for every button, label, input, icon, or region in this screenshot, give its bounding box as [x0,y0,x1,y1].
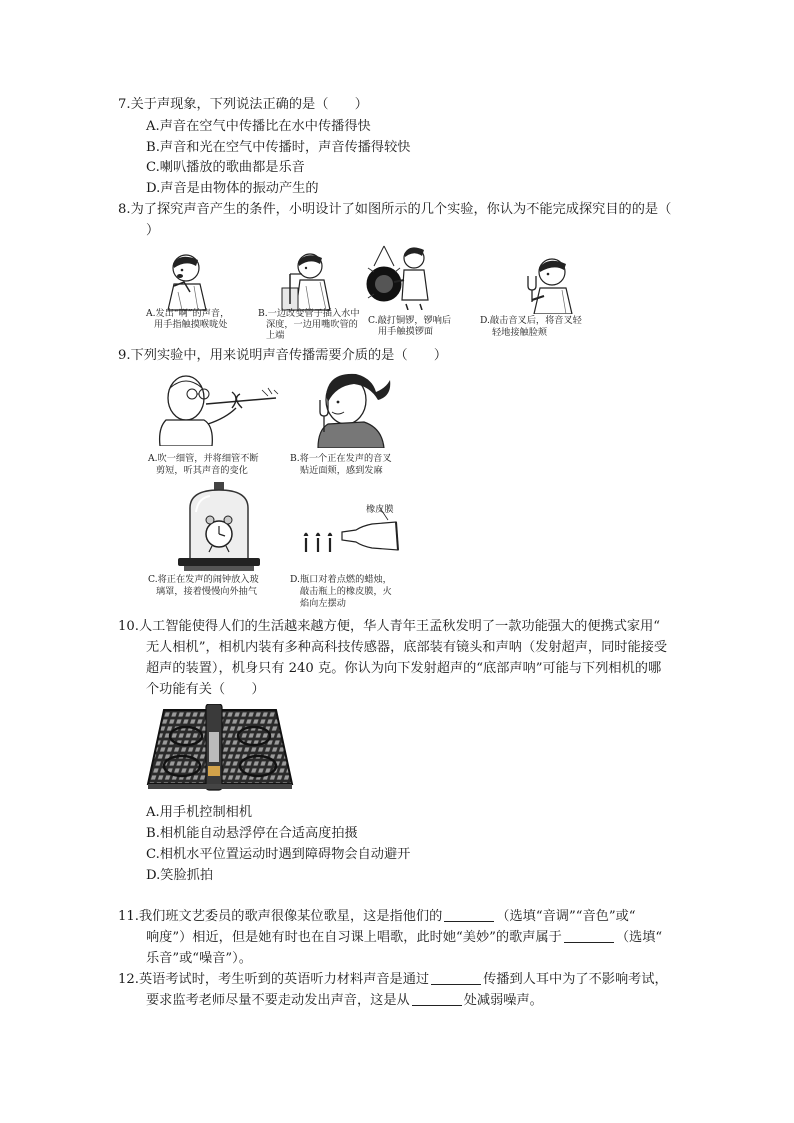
q9-caption-a-1: A.吹一细管，并将细管不断 [148,453,259,464]
q10-drone-photo [146,704,294,792]
q11-line-2-text-a: 响度”）相近，但是她有时也在自习课上唱歌，此时她“美妙”的歌声属于 [146,930,562,945]
q8-caption-d-1: D.敲击音叉后，将音叉轻 [480,315,582,326]
q12-line-1-text-b: 传播到人耳中为了不影响考试， [483,972,668,987]
q12-line-1-text-a: 12.英语考试时，考生听到的英语听力材料声音是通过 [118,972,430,987]
q7-option-c: C.喇叭播放的歌曲都是乐音 [146,160,305,175]
q9-caption-d-3: 焰向左摆动 [300,598,346,609]
q7-stem: 7.关于声现象，下列说法正确的是（ ） [118,97,368,112]
q9-figure-a [148,368,288,446]
q9-stem: 9.下列实验中，用来说明声音传播需要介质的是（ ） [118,348,448,363]
q9-caption-b-2: 贴近面颊，感到发麻 [300,465,383,476]
q8-caption-b-3: 上端 [266,330,285,341]
q9-caption-a-2: 剪短，听其声音的变化 [156,465,248,476]
q8-stem-line2: ） [146,223,160,238]
q12-line-1 [118,970,668,990]
q10-line-1: 10.人工智能使得人们的生活越来越方便，华人青年王孟秋发明了一款功能强大的便携式家用“ [118,619,661,634]
q11-line-1-text-b: （选填“音调”“音色”或“ [496,909,636,924]
q11-answer-blank-2[interactable] [564,928,614,943]
q12-answer-blank-1[interactable] [431,970,481,985]
q7-option-b: B.声音和光在空气中传播时，声音传播得较快 [146,140,411,155]
q9-caption-c-1: C.将正在发声的闹钟放入玻 [148,574,259,585]
q8-figure-a [150,252,220,312]
q8-caption-b-2: 深度，一边用嘴吹管的 [266,319,358,330]
q12-line-2-text-b: 处减弱噪声。 [463,993,543,1008]
q9-caption-c-2: 璃罩，接着慢慢向外抽气 [156,586,258,597]
q11-line-3: 乐音”或“噪音”）。 [146,951,252,966]
q9-caption-d-1: D.瓶口对着点燃的蜡烛， [290,574,392,585]
q10-option-b: B.相机能自动悬浮停在合适高度拍摄 [146,826,358,841]
q10-option-d: D.笑脸抓拍 [146,868,214,883]
q11-line-1-text-a: 11.我们班文艺委员的歌声很像某位歌星，这是指他们的 [118,909,443,924]
q8-caption-d-2: 轻地接触脸颊 [492,327,548,338]
q10-line-3: 超声的装置），机身只有 240 克。你认为向下发射超声的“底部声呐”可能与下列相机的哪 [146,661,662,676]
q10-line-4: 个功能有关（ ） [146,682,265,697]
q9-membrane-label: 橡皮膜 [366,504,394,515]
q12-answer-blank-2[interactable] [412,991,462,1006]
q8-caption-c-1: C.敲打铜锣，锣响后 [368,315,452,326]
q8-stem-line1: 8.为了探究声音产生的条件，小明设计了如图所示的几个实验，你认为不能完成探究目的的是（ [118,202,672,217]
q11-line-2 [146,928,662,948]
q8-figure-d [518,256,584,314]
q12-line-2-text-a: 要求监考老师尽量不要走动发出声音，这是从 [146,993,410,1008]
q10-option-a: A.用手机控制相机 [146,805,253,820]
q11-answer-blank-1[interactable] [444,907,494,922]
q8-caption-a-2: 用手指触摸喉咙处 [154,319,228,330]
q10-option-c: C.相机水平位置运动时遇到障碍物会自动避开 [146,847,411,862]
q7-option-d: D.声音是由物体的振动产生的 [146,181,319,196]
q8-figure-b [276,252,346,312]
q7-option-a: A.声音在空气中传播比在水中传播得快 [146,119,371,134]
q9-caption-d-2: 敲击瓶上的橡皮膜，火 [300,586,392,597]
q8-figure-c [364,244,434,310]
q11-line-2-text-b: （选填“ [615,930,663,945]
q8-caption-b-1: B.一边改变管子插入水中 [258,308,360,319]
q9-caption-b-1: B.将一个正在发声的音叉 [290,453,392,464]
q8-caption-a-1: A.发出“啊”的声音， [146,308,230,319]
q9-figure-c [176,482,262,572]
q10-line-2: 无人相机”，相机内装有多种高科技传感器，底部装有镜头和声呐（发射超声，同时能接受 [146,640,668,655]
q9-figure-b [298,366,398,448]
q12-line-2 [146,991,543,1011]
q11-line-1 [118,907,636,927]
q8-caption-c-2: 用手触摸锣面 [378,326,434,337]
